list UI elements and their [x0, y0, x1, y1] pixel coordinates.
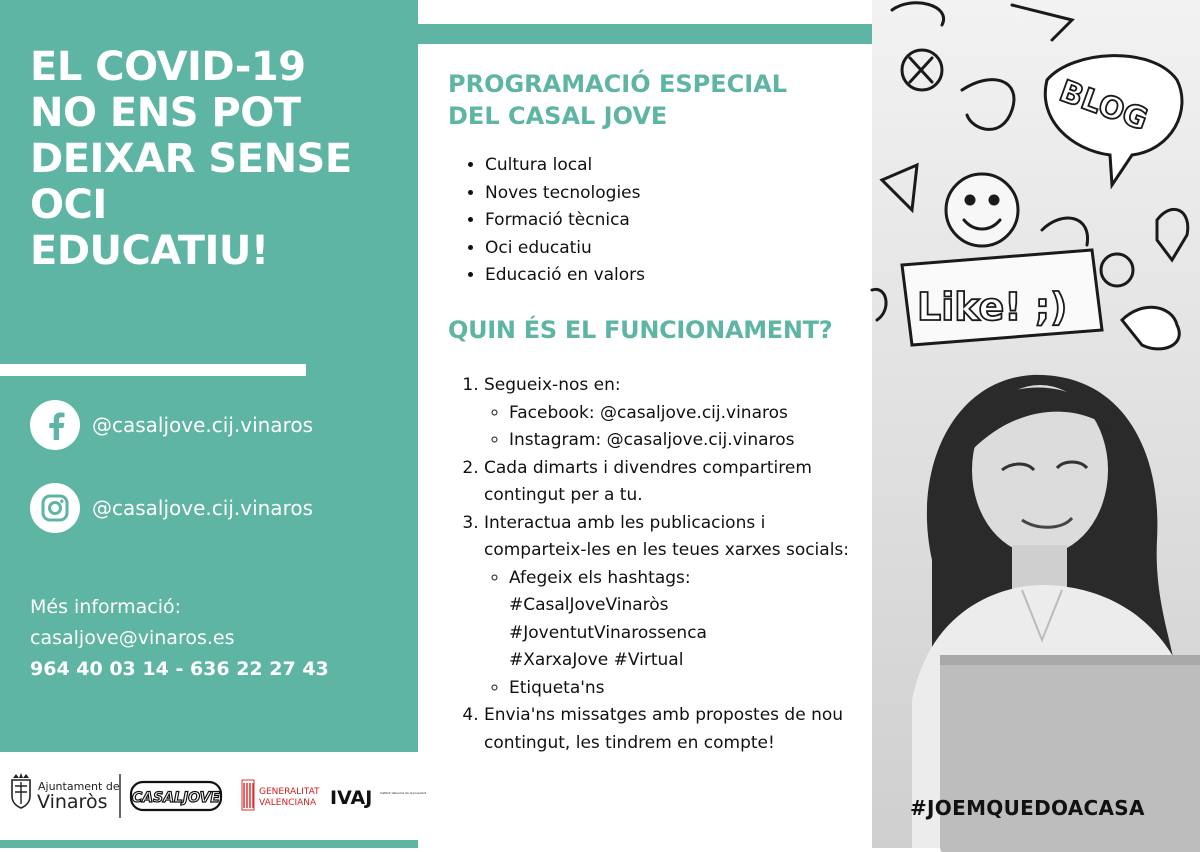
info-label: Més informació: — [30, 596, 182, 618]
step-item — [484, 510, 864, 703]
email-link[interactable]: casaljove@vinaros.es — [30, 627, 235, 649]
contact-info — [30, 592, 329, 685]
instagram-icon — [30, 483, 80, 533]
divider-bar — [0, 364, 306, 376]
step-item: 4. Envia'ns missatges amb propostes de nou contingut, les tindrem en compte! — [484, 702, 864, 757]
facebook-icon — [30, 400, 80, 450]
list-item: • Cultura local — [485, 152, 645, 180]
hashtag-text: #XarxaJove #Virtual — [509, 650, 684, 670]
step-item — [484, 372, 864, 455]
headline-line: NO ENS POT — [30, 90, 301, 136]
ajuntament-small-text: Ajuntament de — [38, 780, 120, 793]
like-doodle-text: Like! ;) — [917, 285, 1068, 329]
bottom-band — [0, 840, 418, 848]
ivaj-text: IVAJ — [330, 787, 373, 809]
facebook-link[interactable] — [30, 400, 313, 450]
hashtag-stayhome: #JOEMQUEDOACASA — [910, 796, 1145, 820]
logos-strip — [0, 752, 426, 840]
program-title-line: PROGRAMACIÓ ESPECIAL — [448, 70, 788, 98]
laptop-shape — [940, 655, 1200, 852]
generalitat-text-2: VALENCIANA — [259, 798, 317, 808]
headline — [30, 44, 410, 274]
step-text: Interactua amb les publicacions i comparteix-les en les teues xarxes socials: — [484, 512, 850, 560]
facebook-handle: @casaljove.cij.vinaros — [92, 413, 314, 437]
step-text: Segueix-nos en: — [484, 375, 621, 395]
step-item: 2. Cada dimarts i divendres compartirem contingut per a tu. — [484, 455, 864, 510]
headline-line: DEIXAR SENSE — [30, 136, 352, 182]
phone-numbers[interactable]: 964 40 03 14 - 636 22 27 43 — [30, 658, 329, 680]
tag-us-item: ◦ Etiqueta'ns — [509, 675, 864, 703]
instagram-link[interactable] — [30, 483, 313, 533]
functioning-title: QUIN ÉS EL FUNCIONAMENT? — [448, 316, 833, 344]
facebook-sublink: ◦ Facebook: @casaljove.cij.vinaros — [509, 400, 864, 428]
generalitat-text-1: GENERALITAT — [259, 787, 320, 797]
blog-doodle-text: BLOG — [1054, 73, 1153, 138]
step-sublist — [484, 400, 864, 455]
headline-line: EL COVID-19 — [30, 44, 306, 90]
headline-line: OCI — [30, 182, 107, 228]
casal-jove-logo — [131, 782, 221, 810]
instagram-handle: @casaljove.cij.vinaros — [92, 496, 314, 520]
photo-illustration — [872, 0, 1200, 848]
list-item: • Oci educatiu — [485, 235, 645, 263]
list-item: • Formació tècnica — [485, 207, 645, 235]
ivaj-logo — [330, 787, 427, 809]
program-title — [448, 68, 848, 132]
photo-panel — [872, 0, 1200, 848]
ajuntament-vinaros-text: Vinaròs — [37, 791, 108, 813]
hashtag-text: #JoventutVinarossenca — [509, 622, 707, 643]
ivaj-subtext: Institut Valencià de la Joventut — [380, 791, 426, 795]
program-title-line: DEL CASAL JOVE — [448, 102, 668, 130]
hashtag-text: #CasalJoveVinaròs — [509, 595, 669, 615]
left-panel — [0, 0, 418, 752]
list-item: • Noves tecnologies — [485, 180, 645, 208]
headline-line: EDUCATIU! — [30, 228, 269, 274]
hashtags-item — [509, 565, 864, 675]
instagram-sublink: ◦ Instagram: @casaljove.cij.vinaros — [509, 427, 864, 455]
vinaros-shield-icon — [12, 773, 30, 808]
hashtags-label: Afegeix els hashtags: — [509, 567, 691, 588]
casal-jove-text: CASALJOVE — [132, 790, 220, 806]
program-topics-list — [466, 152, 645, 290]
step-sublist — [484, 565, 864, 703]
steps-list — [466, 372, 864, 757]
list-item: • Educació en valors — [485, 262, 645, 290]
generalitat-logo — [242, 780, 320, 810]
program-column — [418, 44, 872, 848]
